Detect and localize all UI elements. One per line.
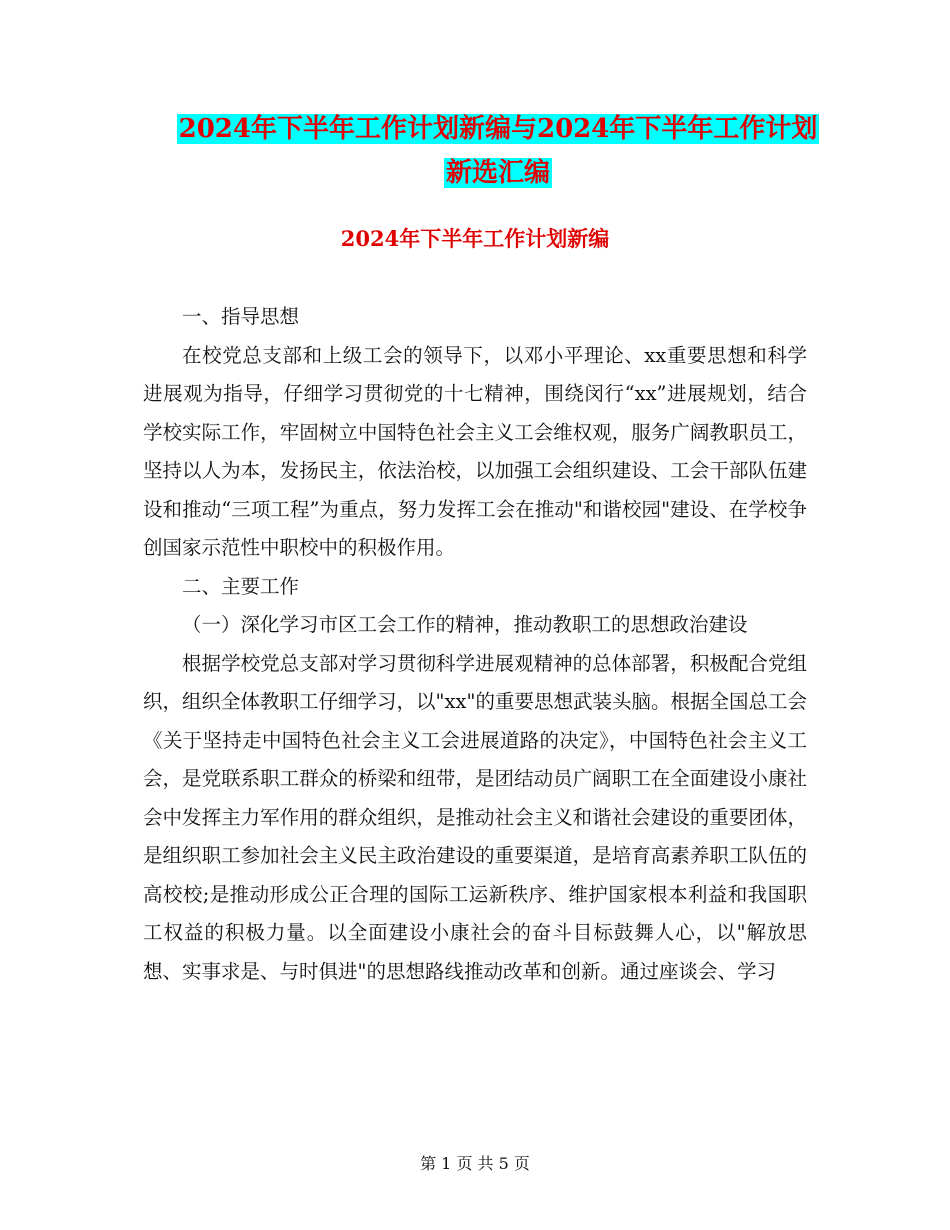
paragraph: 根据学校党总支部对学习贯彻科学进展观精神的总体部署，积极配合党组织，组织全体教职工仔细学习，以"xx"的重要思想武装头脑。根据全国总工会《关于坚持走中国特色社会主义工会进展道路的决定》，中国特色社会主义工会，是党联系职工群众的桥梁和纽带，是团结动员广阔职工在全面建设小康社会中发挥主力军作用的群众组织，是推动社会主义和谐社会建设的重要团体，是组织职工参加社会主义民主政治建设的重要渠道，是培育高素养职工队伍的高校校;是推动形成公正合理的国际工运新秩序、维护国家根本利益和我国职工权益的积极力量。以全面建设小康社会的奋斗目标鼓舞人心，以"解放思想、实事求是、与时俱进"的思想路线推动改革和创新。通过座谈会、学习	[143, 651, 807, 983]
paragraph: 在校党总支部和上级工会的领导下，以邓小平理论、xx重要思想和科学进展观为指导，仔细学习贯彻党的十七精神，围绕闵行“xx”进展规划，结合学校实际工作，牢固树立中国特色社会主义工会维权观，服务广阔教职员工，坚持以人为本，发扬民主，依法治校，以加强工会组织建设、工会干部队伍建设和推动“三项工程”为重点，努力发挥工会在推动"和谐校园"建设、在学校争创国家示范性中职校中的积极作用。	[143, 343, 807, 559]
page-footer: 第 1 页 共 5 页	[420, 1154, 530, 1173]
main-title-line-1-text: 2024年下半年工作计划新编与2024年下半年工作计划	[178, 114, 818, 144]
heading-main-work: 二、主要工作	[182, 574, 300, 598]
main-title-line-2	[140, 156, 856, 190]
main-title-line-1	[140, 112, 856, 146]
subheading: （一）深化学习市区工会工作的精神，推动教职工的思想政治建设	[182, 613, 748, 636]
section-title: 2024年下半年工作计划新编	[340, 226, 610, 251]
heading-guiding-ideology: 一、指导思想	[182, 305, 300, 328]
main-title-line-2-text: 新选汇编	[445, 158, 550, 188]
document-body	[143, 298, 807, 991]
